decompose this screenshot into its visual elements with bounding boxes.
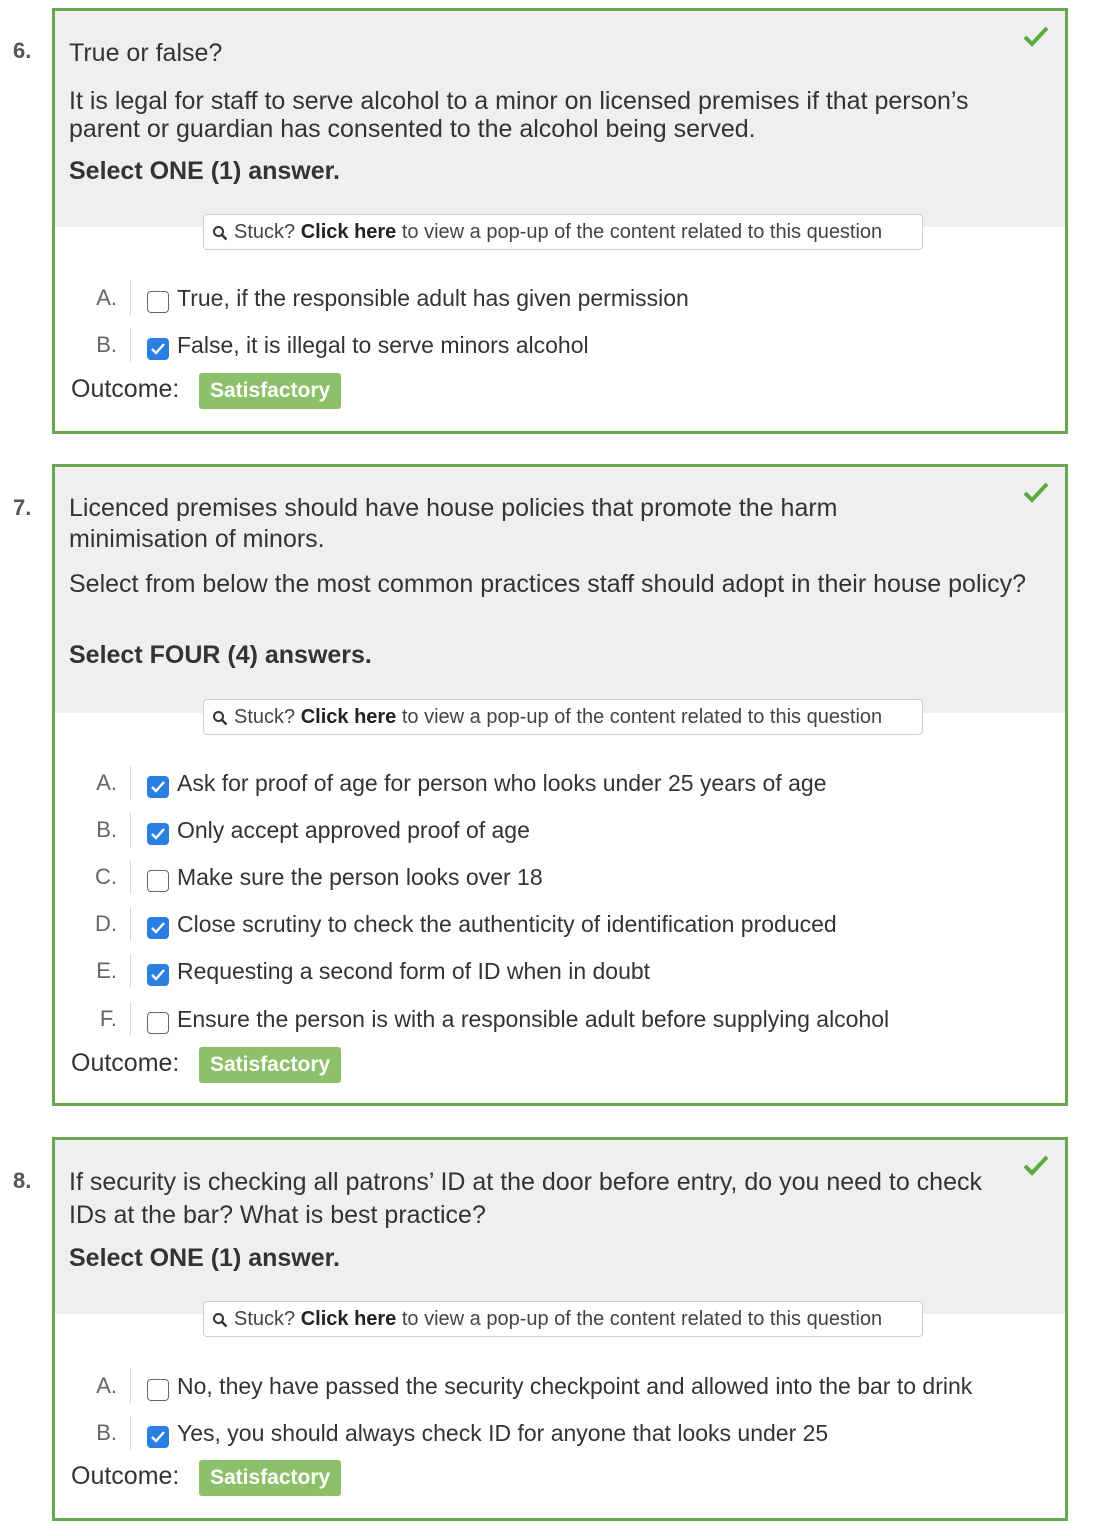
option-divider <box>130 1369 131 1403</box>
stuck-suffix: to view a pop-up of the content related to this question <box>396 1308 883 1330</box>
option-label: Make sure the person looks over 18 <box>177 864 543 890</box>
option-d[interactable] <box>55 905 1065 945</box>
option-divider <box>130 813 131 847</box>
check-icon <box>1023 481 1049 503</box>
question-title: Licenced premises should have house policies that promote the harm minimisation of minors. <box>69 494 838 553</box>
checkmark-icon <box>150 921 166 935</box>
question-title: True or false? <box>69 39 223 67</box>
option-b[interactable] <box>55 811 1065 851</box>
option-divider <box>130 328 131 362</box>
option-divider <box>130 281 131 315</box>
stuck-link[interactable]: Click here <box>300 1308 397 1330</box>
question-header <box>55 467 1065 713</box>
outcome-label: Outcome: <box>71 1049 180 1077</box>
option-divider <box>130 907 131 941</box>
question-header <box>55 1140 1065 1314</box>
option-checkbox[interactable] <box>147 870 169 892</box>
option-divider <box>130 860 131 894</box>
stuck-prefix: Stuck? <box>234 706 301 728</box>
option-label: Requesting a second form of ID when in doubt <box>177 958 651 984</box>
option-checkbox[interactable] <box>147 1379 169 1401</box>
option-checkbox[interactable] <box>147 917 169 939</box>
option-letter: B. <box>96 817 117 842</box>
stuck-help-button[interactable] <box>203 699 923 735</box>
option-e[interactable] <box>55 952 1065 992</box>
question-title: If security is checking all patrons’ ID at the door before entry, do you need to check IDs at the bar? What is best practice? <box>69 1168 982 1229</box>
search-icon <box>212 225 228 241</box>
option-a[interactable] <box>55 764 1065 804</box>
checkmark-icon <box>150 1430 166 1444</box>
checkmark-icon <box>150 827 166 841</box>
question-instruction: Select ONE (1) answer. <box>69 157 340 185</box>
option-label: Yes, you should always check ID for anyone that looks under 25 <box>177 1420 829 1446</box>
option-letter: B. <box>96 332 117 357</box>
option-label: Ask for proof of age for person who looks under 25 years of age <box>177 770 827 796</box>
question-number: 7. <box>13 495 32 520</box>
stuck-suffix: to view a pop-up of the content related to this question <box>396 221 883 243</box>
question-text: It is legal for staff to serve alcohol to a minor on licensed premises if that person’s parent or guardian has consented to the alcohol being served. <box>69 87 969 143</box>
option-b[interactable] <box>55 1414 1065 1454</box>
question-instruction: Select FOUR (4) answers. <box>69 641 372 669</box>
check-icon <box>1023 1154 1049 1176</box>
stuck-suffix: to view a pop-up of the content related to this question <box>396 706 883 728</box>
checkmark-icon <box>150 968 166 982</box>
search-icon <box>212 1312 228 1328</box>
checkmark-icon <box>150 342 166 356</box>
stuck-help-button[interactable] <box>203 214 923 250</box>
outcome-badge: Satisfactory <box>199 1460 341 1496</box>
option-letter: C. <box>95 864 117 889</box>
option-label: Only accept approved proof of age <box>177 817 530 843</box>
question-card <box>52 1137 1068 1521</box>
check-icon <box>1023 25 1049 47</box>
outcome-label: Outcome: <box>71 1462 180 1490</box>
option-b[interactable] <box>55 326 1065 366</box>
option-checkbox[interactable] <box>147 776 169 798</box>
stuck-link[interactable]: Click here <box>300 221 397 243</box>
option-letter: D. <box>95 911 117 936</box>
option-letter: E. <box>96 958 117 983</box>
stuck-prefix: Stuck? <box>234 1308 301 1330</box>
option-checkbox[interactable] <box>147 291 169 313</box>
outcome-label: Outcome: <box>71 375 180 403</box>
option-a[interactable] <box>55 1367 1065 1407</box>
question-text: Select from below the most common practices staff should adopt in their house policy? <box>69 570 1026 598</box>
outcome-badge: Satisfactory <box>199 373 341 409</box>
option-label: False, it is illegal to serve minors alcohol <box>177 332 589 358</box>
question-header <box>55 11 1065 227</box>
question-card <box>52 8 1068 434</box>
option-checkbox[interactable] <box>147 964 169 986</box>
option-label: No, they have passed the security checkpoint and allowed into the bar to drink <box>177 1373 973 1399</box>
stuck-help-button[interactable] <box>203 1301 923 1337</box>
outcome-badge: Satisfactory <box>199 1047 341 1083</box>
search-icon <box>212 710 228 726</box>
question-number: 6. <box>13 38 32 63</box>
option-letter: A. <box>96 1373 117 1398</box>
option-letter: B. <box>96 1420 117 1445</box>
stuck-link[interactable]: Click here <box>300 706 397 728</box>
option-divider <box>130 1002 131 1036</box>
checkmark-icon <box>150 780 166 794</box>
question-instruction: Select ONE (1) answer. <box>69 1244 340 1272</box>
option-letter: F. <box>99 1006 117 1031</box>
option-divider <box>130 954 131 988</box>
option-letter: A. <box>96 770 117 795</box>
option-letter: A. <box>96 285 117 310</box>
option-label: True, if the responsible adult has given permission <box>177 285 689 311</box>
option-c[interactable] <box>55 858 1065 898</box>
question-number: 8. <box>13 1168 32 1193</box>
option-divider <box>130 1416 131 1450</box>
option-divider <box>130 766 131 800</box>
option-a[interactable] <box>55 279 1065 319</box>
option-f[interactable] <box>55 1000 1065 1040</box>
option-label: Close scrutiny to check the authenticity of identification produced <box>177 911 837 937</box>
option-checkbox[interactable] <box>147 823 169 845</box>
option-checkbox[interactable] <box>147 1426 169 1448</box>
option-label: Ensure the person is with a responsible adult before supplying alcohol <box>177 1006 890 1032</box>
stuck-prefix: Stuck? <box>234 221 301 243</box>
question-card <box>52 464 1068 1106</box>
option-checkbox[interactable] <box>147 1012 169 1034</box>
option-checkbox[interactable] <box>147 338 169 360</box>
